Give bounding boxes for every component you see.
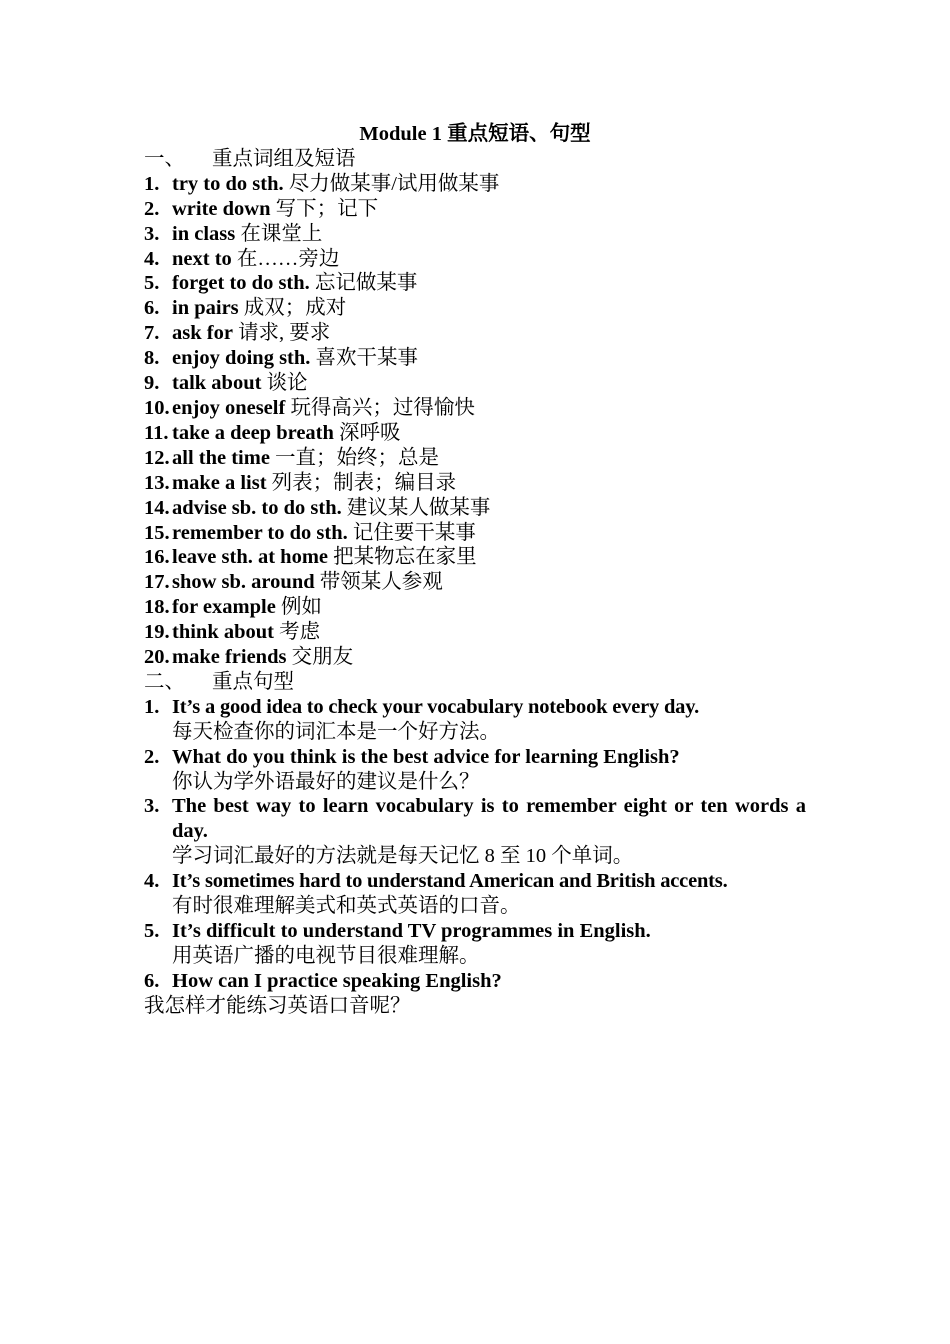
item-number: 13. (144, 471, 170, 494)
item-number: 19. (144, 621, 170, 644)
section-number: 一、 (144, 147, 185, 170)
list-item (144, 521, 806, 546)
sentence-zh: 每天检查你的词汇本是一个好方法。 (172, 720, 500, 743)
item-number: 2. (144, 745, 160, 768)
item-number: 9. (144, 372, 160, 395)
item-number: 3. (144, 795, 160, 818)
list-item (144, 471, 806, 496)
phrase-zh: 玩得高兴；过得愉快 (290, 396, 475, 419)
item-number: 5. (144, 920, 160, 942)
phrase-en: make friends (172, 646, 287, 669)
item-number: 3. (144, 222, 160, 245)
phrase-zh: 记住要干某事 (352, 521, 476, 544)
sentence-en: What do you think is the best advice for learning English? (172, 745, 680, 768)
list-item (144, 197, 806, 222)
sentence-item (144, 969, 806, 994)
sentence-zh: 有时很难理解美式和英式英语的口音。 (172, 895, 521, 918)
sentence-en: It’s a good idea to check your vocabulary notebook every day. (172, 695, 700, 718)
phrase-zh: 一直；始终；总是 (275, 446, 440, 469)
item-number: 20. (144, 646, 170, 669)
list-item (144, 545, 806, 570)
phrase-en: think about (172, 621, 274, 644)
list-item (144, 222, 806, 247)
sentence-en: The best way to learn vocabulary is to remember eight or ten words a day. (172, 795, 806, 843)
phrase-en: remember to do sth. (172, 521, 348, 544)
item-number: 1. (144, 695, 160, 718)
list-item (144, 421, 806, 446)
list-item (144, 645, 806, 670)
sentence-en: It’s sometimes hard to understand American and British accents. (172, 870, 728, 893)
list-item (144, 496, 806, 521)
phrase-en: show sb. around (172, 571, 315, 594)
phrase-zh: 考虑 (279, 621, 321, 644)
item-number: 18. (144, 596, 170, 619)
phrase-en: take a deep breath (172, 421, 334, 444)
sentence-item (144, 869, 806, 919)
phrase-en: all the time (172, 446, 270, 469)
item-number: 8. (144, 347, 160, 370)
phrase-zh: 例如 (280, 596, 322, 619)
list-item (144, 371, 806, 396)
list-item (144, 396, 806, 421)
item-number: 1. (144, 172, 160, 195)
phrase-zh: 请求, 要求 (238, 322, 331, 345)
phrase-en: try to do sth. (172, 172, 284, 195)
sentence-list (144, 695, 806, 1019)
list-item (144, 247, 806, 272)
phrase-zh: 带领某人参观 (319, 571, 443, 594)
item-number: 5. (144, 272, 160, 295)
phrase-en: forget to do sth. (172, 272, 310, 295)
list-item (144, 172, 806, 197)
item-number: 14. (144, 496, 170, 519)
item-number: 2. (144, 197, 160, 220)
phrase-zh: 谈论 (266, 372, 308, 395)
item-number: 17. (144, 571, 170, 594)
item-number: 7. (144, 322, 160, 345)
phrase-en: advise sb. to do sth. (172, 496, 342, 519)
phrase-zh: 把某物忘在家里 (333, 546, 477, 569)
phrase-zh: 成双；成对 (243, 297, 347, 320)
list-item (144, 321, 806, 346)
item-number: 6. (144, 969, 160, 992)
section-heading-sentences (144, 670, 806, 695)
phrase-zh: 建议某人做某事 (346, 496, 491, 519)
section-label: 重点句型 (212, 670, 294, 693)
sentence-zh: 用英语广播的电视节目很难理解。 (172, 944, 480, 967)
sentence-item (144, 919, 806, 969)
phrase-zh: 在课堂上 (240, 222, 323, 245)
phrase-zh: 喜欢干某事 (315, 347, 419, 370)
item-number: 4. (144, 870, 160, 893)
phrase-en: next to (172, 247, 232, 270)
item-number: 6. (144, 297, 160, 320)
sentence-item (144, 745, 806, 795)
phrase-en: leave sth. at home (172, 546, 329, 569)
phrase-list (144, 172, 806, 670)
section-heading-phrases (144, 147, 806, 172)
phrase-zh: 忘记做某事 (314, 272, 418, 295)
item-number: 10. (144, 396, 170, 419)
phrase-zh: 尽力做某事/试用做某事 (288, 172, 500, 195)
list-item (144, 595, 806, 620)
phrase-en: make a list (172, 471, 267, 494)
item-number: 15. (144, 521, 170, 544)
item-number: 12. (144, 446, 170, 469)
phrase-en: write down (172, 197, 271, 220)
sentence-zh: 学习词汇最好的方法就是每天记忆 8 至 10 个单词。 (172, 845, 634, 868)
list-item (144, 271, 806, 296)
sentence-zh: 我怎样才能练习英语口音呢？ (144, 994, 411, 1017)
phrase-en: enjoy doing sth. (172, 347, 311, 370)
list-item (144, 346, 806, 371)
item-number: 11. (144, 421, 169, 444)
phrase-en: in pairs (172, 297, 239, 320)
phrase-zh: 深呼吸 (339, 421, 401, 444)
item-number: 16. (144, 546, 170, 569)
document-body (144, 122, 806, 1019)
phrase-zh: 在……旁边 (236, 247, 340, 270)
sentence-zh: 你认为学外语最好的建议是什么？ (172, 770, 480, 793)
list-item (144, 296, 806, 321)
phrase-zh: 写下；记下 (275, 197, 379, 220)
item-number: 4. (144, 247, 160, 270)
list-item (144, 570, 806, 595)
phrase-zh: 列表；制表；编目录 (271, 471, 457, 494)
phrase-en: ask for (172, 322, 233, 345)
sentence-item (144, 794, 806, 869)
sentence-en: It’s difficult to understand TV programmes in English. (172, 920, 651, 942)
phrase-en: enjoy oneself (172, 396, 286, 419)
section-number: 二、 (144, 670, 185, 693)
page-title: Module 1 重点短语、句型 (359, 123, 591, 145)
phrase-zh: 交朋友 (291, 646, 354, 669)
phrase-en: talk about (172, 372, 262, 395)
section-label: 重点词组及短语 (212, 147, 356, 170)
list-item (144, 620, 806, 645)
list-item (144, 446, 806, 471)
phrase-en: in class (172, 222, 236, 245)
sentence-en: How can I practice speaking English? (172, 969, 502, 992)
phrase-en: for example (172, 596, 276, 619)
sentence-item (144, 695, 806, 745)
